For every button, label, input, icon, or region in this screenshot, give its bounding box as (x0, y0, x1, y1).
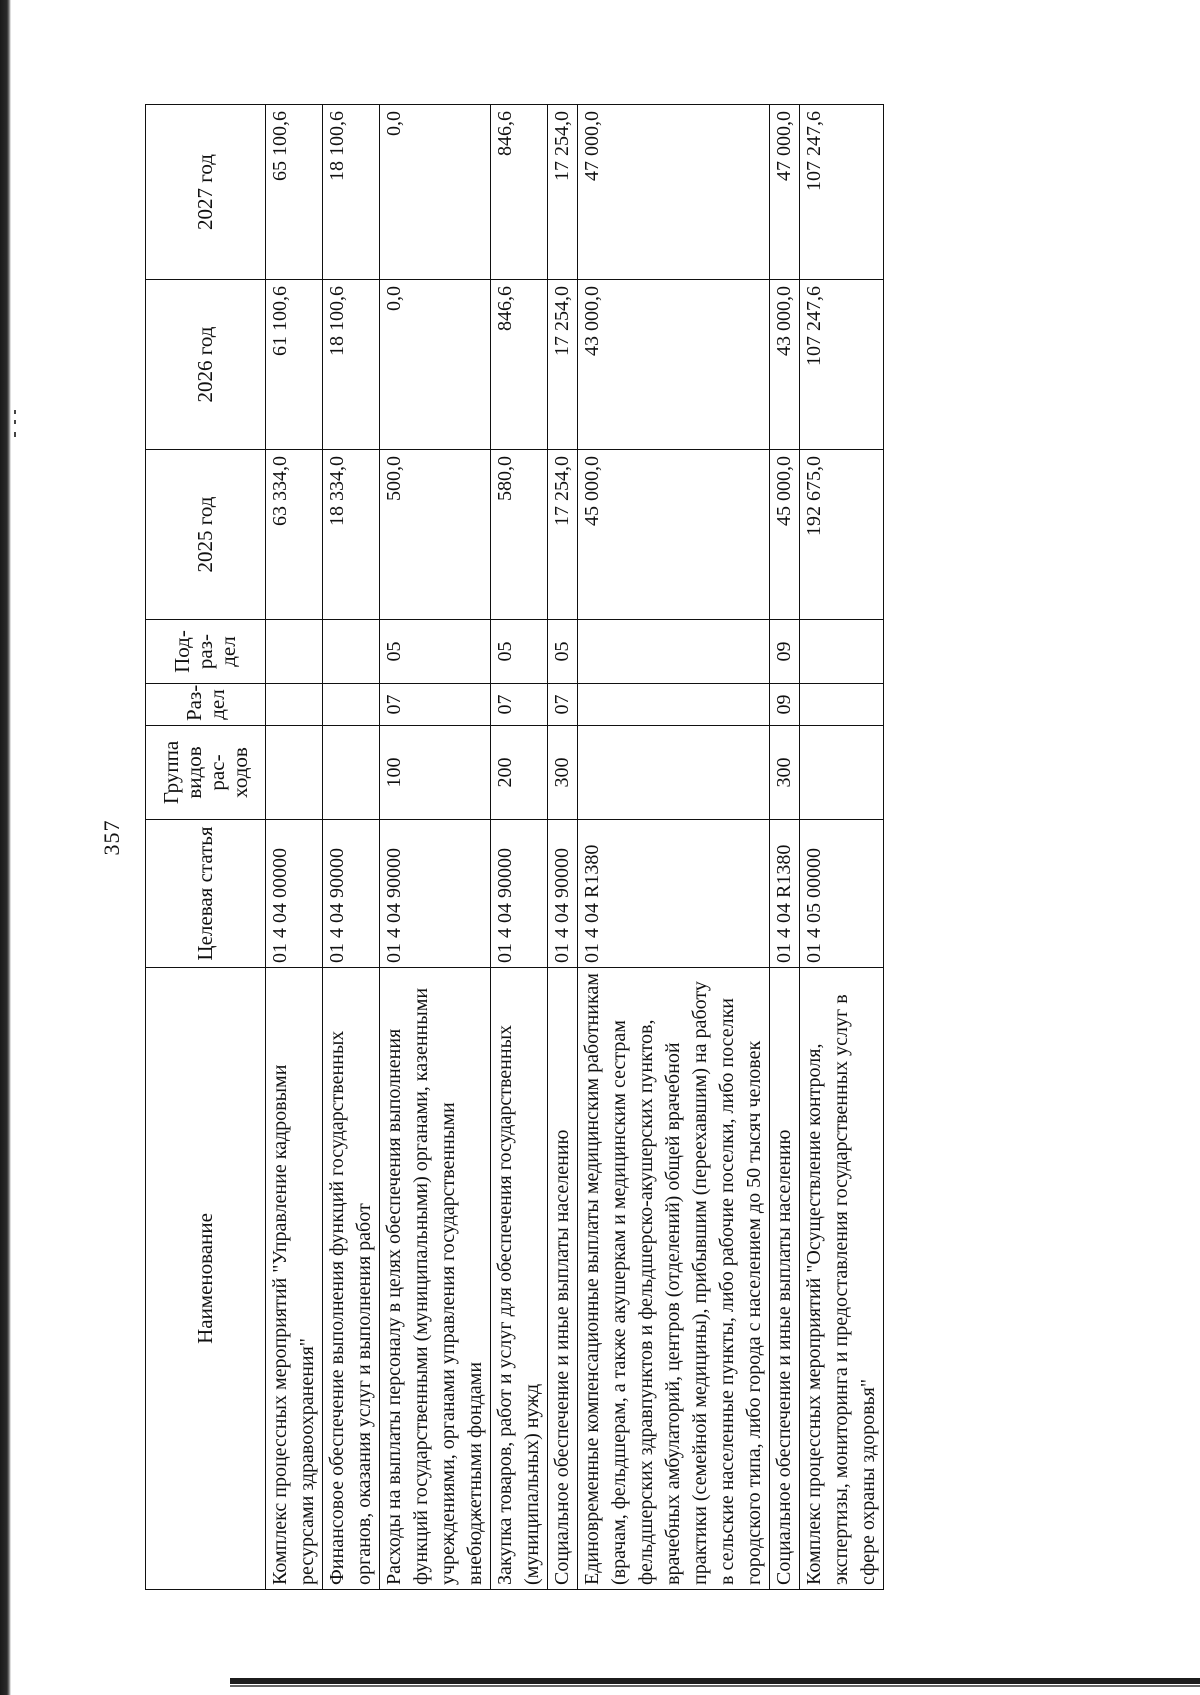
row-2027: 65 100,6 (266, 105, 323, 280)
row-expense-group: 300 (548, 726, 578, 820)
row-2026: 0,0 (380, 280, 491, 450)
budget-table (145, 104, 884, 1590)
row-section (323, 684, 380, 726)
row-expense-group: 100 (380, 726, 491, 820)
row-2026: 43 000,0 (578, 280, 770, 450)
table-row (578, 105, 770, 1590)
row-2027: 17 254,0 (548, 105, 578, 280)
row-expense-group (323, 726, 380, 820)
row-expense-group (578, 726, 770, 820)
page-number: 357 (99, 819, 124, 856)
scan-mark (14, 410, 16, 414)
row-subsection: 05 (380, 620, 491, 684)
row-subsection: 05 (548, 620, 578, 684)
row-2027: 0,0 (380, 105, 491, 280)
row-2026: 61 100,6 (266, 280, 323, 450)
scan-bottom-edge-shadow (230, 1685, 1200, 1687)
row-2025: 45 000,0 (578, 450, 770, 620)
row-name: Комплекс процессных мероприятий "Управление кадровыми ресурсами здравоохранения" (266, 968, 323, 1590)
row-2026: 107 247,6 (800, 280, 884, 450)
row-2027: 107 247,6 (800, 105, 884, 280)
row-section: 07 (548, 684, 578, 726)
row-name: Единовременные компенсационные выплаты медицинским работникам (врачам, фельдшерам, а также акушеркам и медицинским сестрам фельдшерских здравпунктов и фельдшерско-акушерских пунктов, врачебных амбулаторий, центров (отделений) общей врачебной практики (семейной медицины), прибывшим (переехавшим) на работу в сельские населенные пункты, либо рабочие поселки, либо поселки городского типа, либо города с населением до 50 тысяч человек (578, 968, 770, 1590)
row-section: 09 (770, 684, 800, 726)
row-subsection (578, 620, 770, 684)
row-subsection (800, 620, 884, 684)
row-section: 07 (491, 684, 548, 726)
scan-mark (14, 432, 16, 437)
row-target-article: 01 4 04 90000 (380, 820, 491, 968)
row-target-article: 01 4 04 90000 (548, 820, 578, 968)
row-2027: 18 100,6 (323, 105, 380, 280)
row-name: Социальное обеспечение и иные выплаты населению (548, 968, 578, 1590)
row-2025: 63 334,0 (266, 450, 323, 620)
row-2025: 17 254,0 (548, 450, 578, 620)
row-expense-group (800, 726, 884, 820)
row-expense-group (266, 726, 323, 820)
row-name: Комплекс процессных мероприятий "Осуществление контроля, экспертизы, мониторинга и предоставления государственных услуг в сфере охраны здоровья" (800, 968, 884, 1590)
table-header-row (146, 105, 266, 1590)
row-target-article: 01 4 05 00000 (800, 820, 884, 968)
row-name: Расходы на выплаты персоналу в целях обеспечения выполнения функций государственными (муниципальными) органами, казенными учреждениями, органами управления государственными внебюджетными фондами (380, 968, 491, 1590)
row-2027: 47 000,0 (578, 105, 770, 280)
scan-bottom-edge (230, 1678, 1200, 1684)
row-subsection: 09 (770, 620, 800, 684)
header-2026: 2026 год (146, 280, 266, 450)
row-name: Социальное обеспечение и иные выплаты населению (770, 968, 800, 1590)
row-section (578, 684, 770, 726)
header-section: Раз-дел (146, 684, 266, 726)
row-target-article: 01 4 04 00000 (266, 820, 323, 968)
row-section: 07 (380, 684, 491, 726)
row-2025: 192 675,0 (800, 450, 884, 620)
row-2025: 18 334,0 (323, 450, 380, 620)
row-section (266, 684, 323, 726)
header-2027: 2027 год (146, 105, 266, 280)
row-name: Финансовое обеспечение выполнения функций государственных органов, оказания услуг и выполнения работ (323, 968, 380, 1590)
row-expense-group: 200 (491, 726, 548, 820)
scan-left-edge (0, 0, 11, 1695)
row-2025: 500,0 (380, 450, 491, 620)
row-2025: 580,0 (491, 450, 548, 620)
row-2026: 846,6 (491, 280, 548, 450)
table-row (323, 105, 380, 1590)
row-subsection (266, 620, 323, 684)
row-target-article: 01 4 04 90000 (323, 820, 380, 968)
row-subsection: 05 (491, 620, 548, 684)
row-subsection (323, 620, 380, 684)
header-expense-group: Группа видов рас-ходов (146, 726, 266, 820)
rotated-page (95, 65, 1115, 1610)
row-expense-group: 300 (770, 726, 800, 820)
row-target-article: 01 4 04 R1380 (578, 820, 770, 968)
table-row (800, 105, 884, 1590)
row-2026: 43 000,0 (770, 280, 800, 450)
header-name: Наименование (146, 968, 266, 1590)
row-target-article: 01 4 04 90000 (491, 820, 548, 968)
row-name: Закупка товаров, работ и услуг для обеспечения государственных (муниципальных) нужд (491, 968, 548, 1590)
table-row (548, 105, 578, 1590)
table-row (380, 105, 491, 1590)
table-row (770, 105, 800, 1590)
row-2026: 18 100,6 (323, 280, 380, 450)
scan-mark (14, 420, 16, 424)
row-2027: 846,6 (491, 105, 548, 280)
row-section (800, 684, 884, 726)
header-target-article: Целевая статья (146, 820, 266, 968)
table-row (266, 105, 323, 1590)
row-2025: 45 000,0 (770, 450, 800, 620)
row-2027: 47 000,0 (770, 105, 800, 280)
row-2026: 17 254,0 (548, 280, 578, 450)
header-subsection: Под-раз-дел (146, 620, 266, 684)
row-target-article: 01 4 04 R1380 (770, 820, 800, 968)
header-2025: 2025 год (146, 450, 266, 620)
table-row (491, 105, 548, 1590)
